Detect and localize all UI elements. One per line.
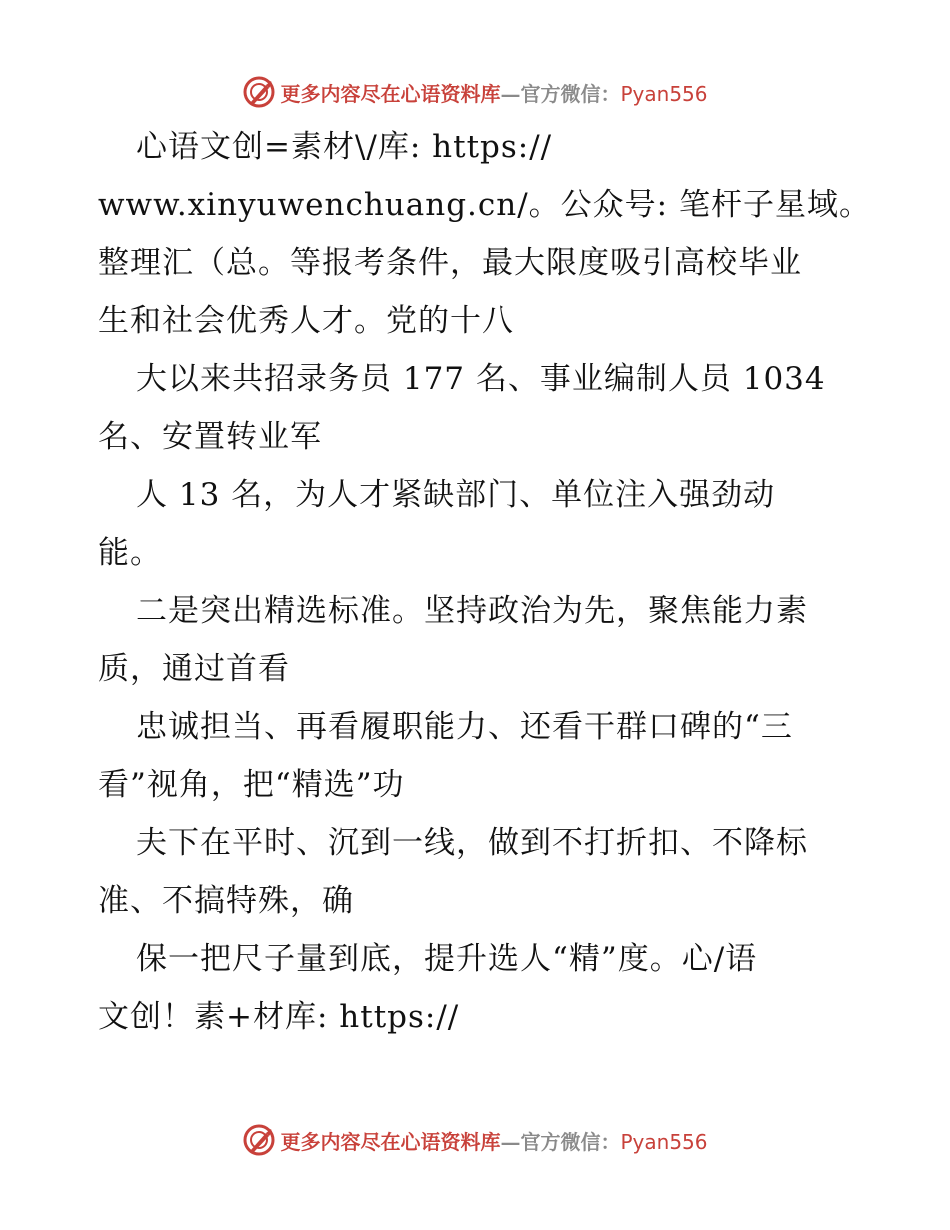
body-line: 能。 (98, 535, 162, 571)
footer-banner-title: 更多内容尽在心语资料库 (280, 1129, 501, 1154)
header-banner-text (280, 78, 707, 107)
footer-banner-wechat-label: 官方微信： (520, 1129, 621, 1154)
body-line: 看”视角，把“精选”功 (98, 767, 405, 803)
body-line: 质，通过首看 (98, 651, 290, 687)
document-body (98, 118, 871, 1046)
header-banner-wechat-label: 官方微信： (520, 81, 621, 106)
header-banner-title: 更多内容尽在心语资料库 (280, 81, 501, 106)
header-banner (0, 72, 950, 112)
footer-banner-separator: — (500, 1129, 521, 1154)
body-line: 二是突出精选标准。坚持政治为先，聚焦能力素 (136, 593, 808, 629)
body-line: 名、安置转业军 (98, 419, 322, 455)
header-banner-wechat-id: Pyan556 (620, 81, 708, 106)
footer-banner (0, 1120, 950, 1160)
body-line: 生和社会优秀人才。党的十八 (98, 303, 514, 339)
logo-icon (242, 75, 276, 109)
footer-banner-wechat-id: Pyan556 (620, 1129, 708, 1154)
footer-banner-text (280, 1126, 707, 1155)
header-banner-separator: — (500, 81, 521, 106)
body-line: 保一把尺子量到底，提升选人“精”度。心/语 (136, 941, 758, 977)
body-line: 忠诚担当、再看履职能力、还看干群口碑的“三 (136, 709, 793, 745)
body-line: 大以来共招录务员 177 名、事业编制人员 1034 (136, 361, 826, 397)
body-line: www.xinyuwenchuang.cn/。公众号: 笔杆子星域。 (98, 187, 871, 223)
body-line: 整理汇（总。等报考条件，最大限度吸引高校毕业 (98, 245, 802, 281)
body-line: 人 13 名，为人才紧缺部门、单位注入强劲动 (136, 477, 776, 513)
body-line: 心语文创=素材\/库: https:// (136, 129, 553, 165)
body-line: 文创！素+材库: https:// (98, 999, 460, 1035)
body-line: 夫下在平时、沉到一线，做到不打折扣、不降标 (136, 825, 808, 861)
body-line: 准、不搞特殊，确 (98, 883, 354, 919)
logo-icon (242, 1123, 276, 1157)
